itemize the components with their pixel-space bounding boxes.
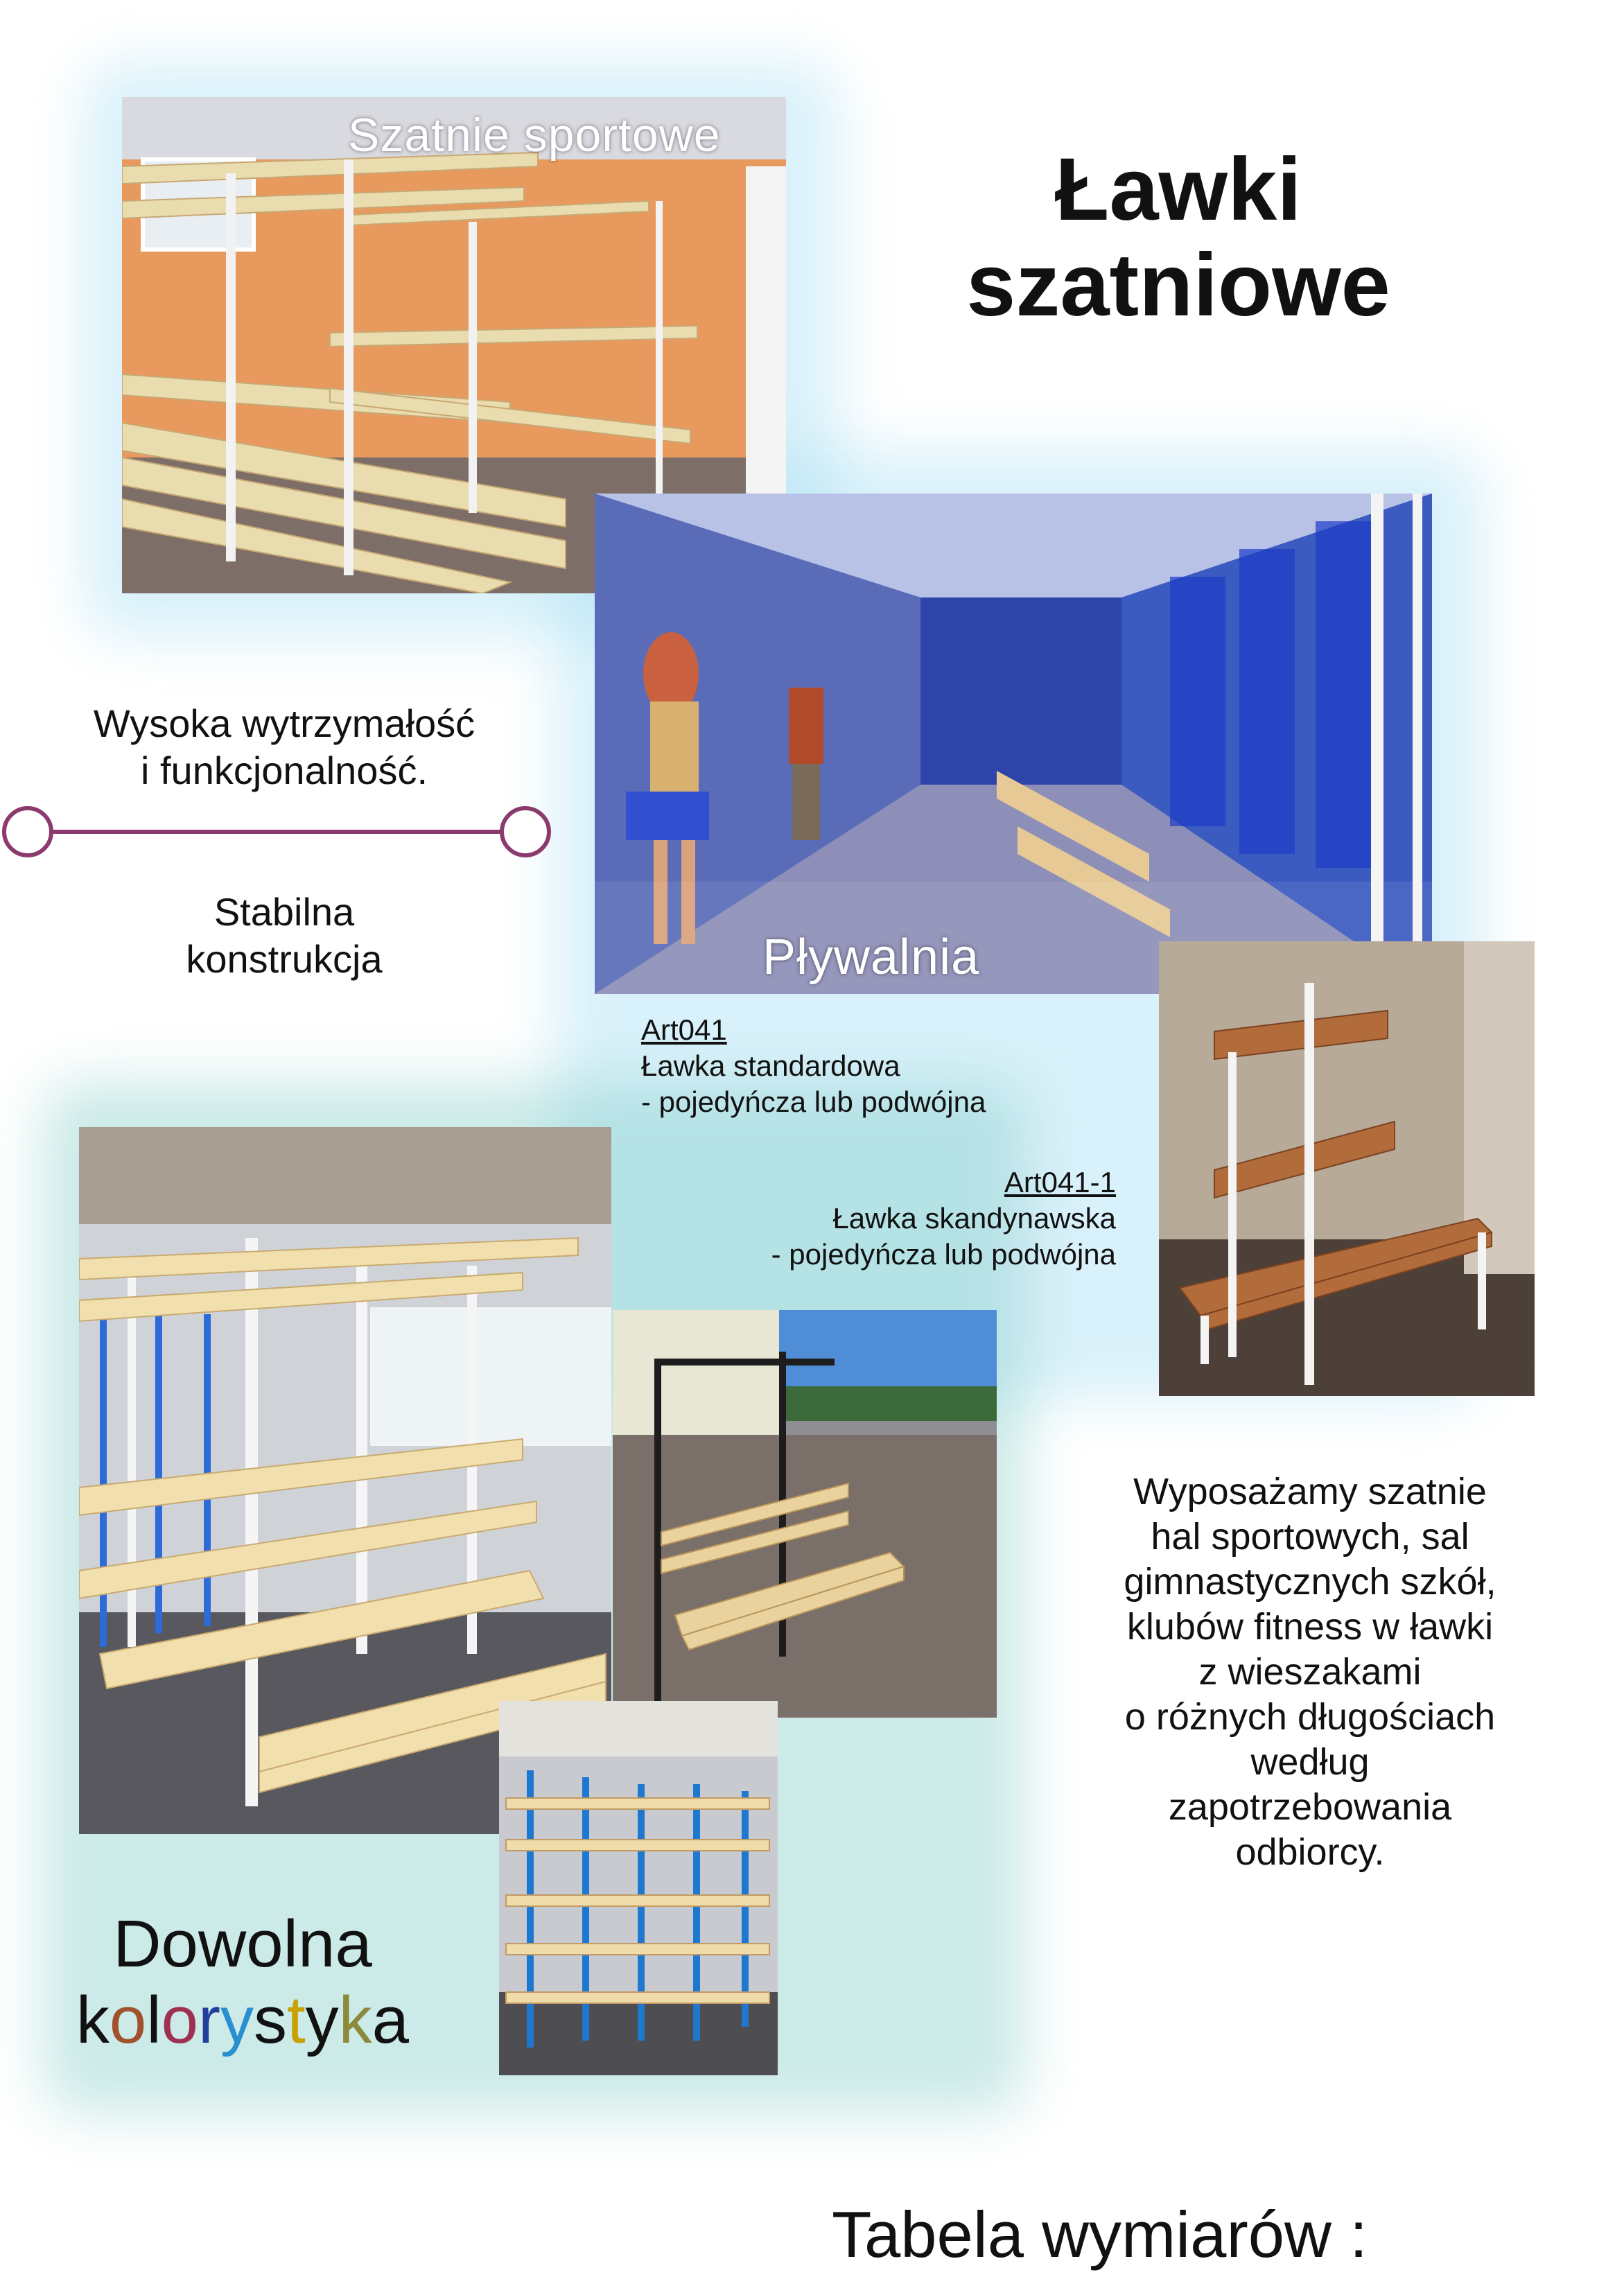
blue-frame-benches-photo xyxy=(499,1701,778,2075)
feature-durability-line2: i funkcjonalność. xyxy=(140,749,428,792)
description-line: klubów fitness w ławki xyxy=(1126,1606,1494,1648)
outdoor-bench-photo xyxy=(613,1310,997,1718)
standard-bench-photo xyxy=(1159,941,1535,1396)
color-letter: y xyxy=(220,1983,254,2057)
any-color-line2 xyxy=(55,1982,430,2059)
product-variant: - pojedyńcza lub podwójna xyxy=(641,1085,986,1118)
description-line: gimnastycznych szkół, xyxy=(1124,1561,1496,1603)
color-letter: y xyxy=(305,1983,339,2057)
product-code: Art041 xyxy=(641,1013,727,1046)
color-letter: r xyxy=(198,1983,220,2057)
description-line: Wyposażamy szatnie xyxy=(1133,1471,1487,1512)
product-name: Ławka skandynawska xyxy=(832,1202,1116,1234)
color-letter: t xyxy=(287,1983,306,2057)
feature-durability-line1: Wysoka wytrzymałość xyxy=(93,701,475,745)
color-letter: a xyxy=(372,1983,410,2057)
swimming-pool-photo xyxy=(595,494,1432,994)
divider-right-circle xyxy=(502,808,549,855)
product-code: Art041-1 xyxy=(1004,1166,1116,1198)
divider-left-circle xyxy=(4,808,51,855)
description-line: hal sportowych, sal xyxy=(1151,1516,1469,1558)
color-letter: k xyxy=(338,1983,372,2057)
description-line: według xyxy=(1250,1741,1370,1783)
description-line: odbiorcy. xyxy=(1235,1831,1385,1873)
any-color-line1: Dowolna xyxy=(113,1907,372,1981)
feature-stability xyxy=(69,889,499,983)
product-variant: - pojedyńcza lub podwójna xyxy=(771,1238,1116,1271)
divider-line xyxy=(0,804,555,860)
sports-photo-caption: Szatnie sportowe xyxy=(348,109,721,162)
offer-description xyxy=(1081,1469,1539,1875)
dimensions-table-title: Tabela wymiarów : xyxy=(832,2198,1368,2271)
color-letter: o xyxy=(161,1983,199,2057)
description-line: o różnych długościach xyxy=(1124,1696,1496,1738)
description-line: z wieszakami xyxy=(1198,1651,1422,1693)
color-letter: s xyxy=(254,1983,287,2057)
color-letter: k xyxy=(76,1983,110,2057)
pool-photo-caption: Pływalnia xyxy=(762,930,980,985)
feature-stability-line2: konstrukcja xyxy=(186,937,383,981)
any-color-heading xyxy=(55,1906,430,2059)
title-line-1: Ławki xyxy=(1055,140,1302,239)
product-art041-1 xyxy=(693,1164,1116,1273)
title-line-2: szatniowe xyxy=(966,236,1390,335)
color-letter: l xyxy=(146,1983,161,2057)
product-art041 xyxy=(641,1012,986,1120)
page-title xyxy=(901,142,1456,333)
feature-durability xyxy=(42,700,527,794)
color-letter: o xyxy=(109,1983,147,2057)
description-line: zapotrzebowania xyxy=(1168,1786,1452,1828)
feature-stability-line1: Stabilna xyxy=(213,890,355,934)
product-name: Ławka standardowa xyxy=(641,1049,900,1082)
